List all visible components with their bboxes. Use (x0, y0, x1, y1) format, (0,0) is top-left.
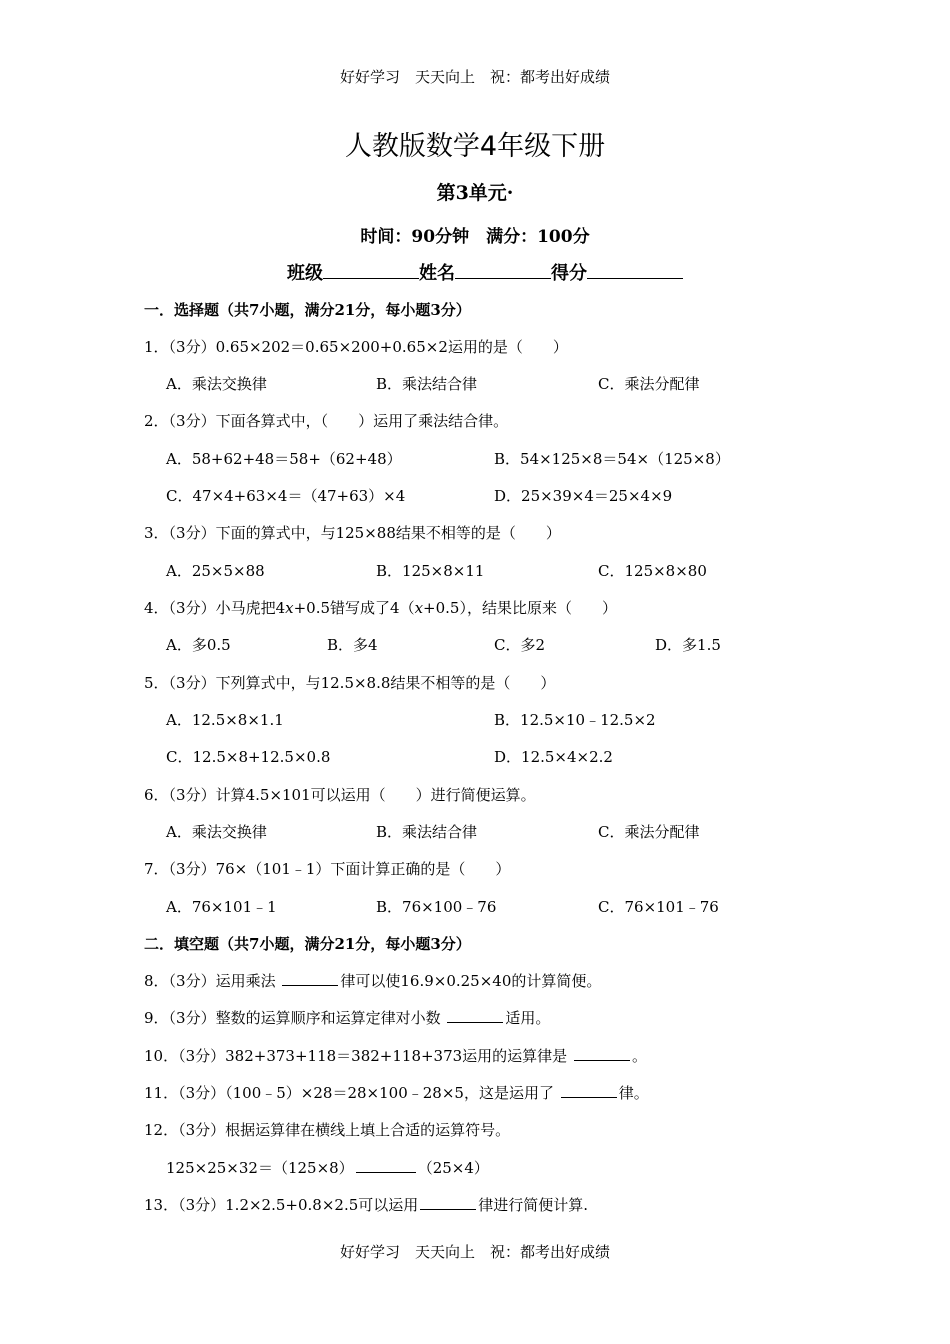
q12-blank[interactable] (356, 1158, 416, 1173)
question-4: 4．（3分）小马虎把4x+0.5错写成了4（x+0.5），结果比原来（ ） (144, 599, 617, 617)
question-11: 11．（3分）（100﹣5）×28＝28×100﹣28×5，这是运用了 律。 (144, 1084, 649, 1102)
q3-option-b[interactable]: B．125×8×11 (376, 562, 485, 580)
q3-option-a[interactable]: A．25×5×88 (166, 562, 265, 580)
section-choice-title: 一．选择题（共7小题，满分21分，每小题3分） (144, 301, 471, 319)
question-10: 10．（3分）382+373+118＝382+118+373运用的运算律是 。 (144, 1047, 647, 1065)
q1-option-a[interactable]: A．乘法交换律 (166, 375, 267, 393)
q4-option-b[interactable]: B．多4 (327, 636, 378, 654)
q4-option-a[interactable]: A．多0.5 (166, 636, 231, 654)
q1-option-b[interactable]: B．乘法结合律 (376, 375, 478, 393)
question-13: 13．（3分）1.2×2.5+0.8×2.5可以运用 律进行简便计算. (144, 1196, 589, 1214)
name-label: 姓名 (419, 263, 455, 284)
q2-option-b[interactable]: B．54×125×8＝54×（125×8） (494, 450, 730, 468)
student-info-line (287, 259, 683, 285)
q5-option-c[interactable]: C．12.5×8+12.5×0.8 (166, 748, 331, 766)
q4-option-d[interactable]: D．多1.5 (655, 636, 721, 654)
class-label: 班级 (287, 263, 323, 284)
question-3: 3．（3分）下面的算式中，与125×88结果不相等的是（ ） (144, 524, 561, 542)
question-9: 9．（3分）整数的运算顺序和运算定律对小数 适用。 (144, 1009, 551, 1027)
q8-blank[interactable] (282, 971, 338, 986)
q5-option-a[interactable]: A．12.5×8×1.1 (166, 711, 284, 729)
unit-title: 第3单元· (436, 182, 514, 204)
question-12-expression: 125×25×32＝（125×8） （25×4） (166, 1159, 489, 1177)
q1-option-c[interactable]: C．乘法分配律 (598, 375, 700, 393)
page-footer: 好好学习 天天向上 祝：都考出好成绩 (339, 1243, 610, 1261)
score-label: 得分 (551, 263, 587, 284)
q6-option-c[interactable]: C．乘法分配律 (598, 823, 700, 841)
q6-option-b[interactable]: B．乘法结合律 (376, 823, 478, 841)
q9-blank[interactable] (447, 1008, 503, 1023)
q2-option-c[interactable]: C．47×4+63×4＝（47+63）×4 (166, 487, 406, 505)
q6-option-a[interactable]: A．乘法交换律 (166, 823, 267, 841)
q7-option-c[interactable]: C．76×101﹣76 (598, 898, 719, 916)
page-title: 人教版数学4年级下册 (344, 131, 606, 162)
question-8: 8．（3分）运用乘法 律可以使16.9×0.25×40的计算简便。 (144, 972, 602, 990)
question-6: 6．（3分）计算4.5×101可以运用（ ）进行简便运算。 (144, 786, 536, 804)
q4-option-c[interactable]: C．多2 (494, 636, 546, 654)
q13-blank[interactable] (420, 1195, 476, 1210)
time-score-line: 时间：90分钟 满分：100分 (360, 227, 590, 247)
q2-option-d[interactable]: D．25×39×4＝25×4×9 (494, 487, 673, 505)
class-blank[interactable] (323, 260, 419, 279)
question-1: 1．（3分）0.65×202＝0.65×200+0.65×2运用的是（ ） (144, 338, 568, 356)
q5-option-b[interactable]: B．12.5×10﹣12.5×2 (494, 711, 656, 729)
q7-option-b[interactable]: B．76×100﹣76 (376, 898, 497, 916)
page-header: 好好学习 天天向上 祝：都考出好成绩 (339, 68, 610, 86)
q5-option-d[interactable]: D．12.5×4×2.2 (494, 748, 613, 766)
q10-blank[interactable] (574, 1046, 630, 1061)
q11-blank[interactable] (561, 1083, 617, 1098)
question-12: 12．（3分）根据运算律在横线上填上合适的运算符号。 (144, 1121, 511, 1139)
score-blank[interactable] (587, 260, 683, 279)
question-7: 7．（3分）76×（101﹣1）下面计算正确的是（ ） (144, 860, 511, 878)
name-blank[interactable] (455, 260, 551, 279)
question-5: 5．（3分）下列算式中，与12.5×8.8结果不相等的是（ ） (144, 674, 556, 692)
q2-option-a[interactable]: A．58+62+48＝58+（62+48） (166, 450, 402, 468)
q3-option-c[interactable]: C．125×8×80 (598, 562, 707, 580)
section-fill-title: 二．填空题（共7小题，满分21分，每小题3分） (144, 935, 471, 953)
q7-option-a[interactable]: A．76×101﹣1 (166, 898, 277, 916)
question-2: 2．（3分）下面各算式中，（ ）运用了乘法结合律。 (144, 412, 509, 430)
